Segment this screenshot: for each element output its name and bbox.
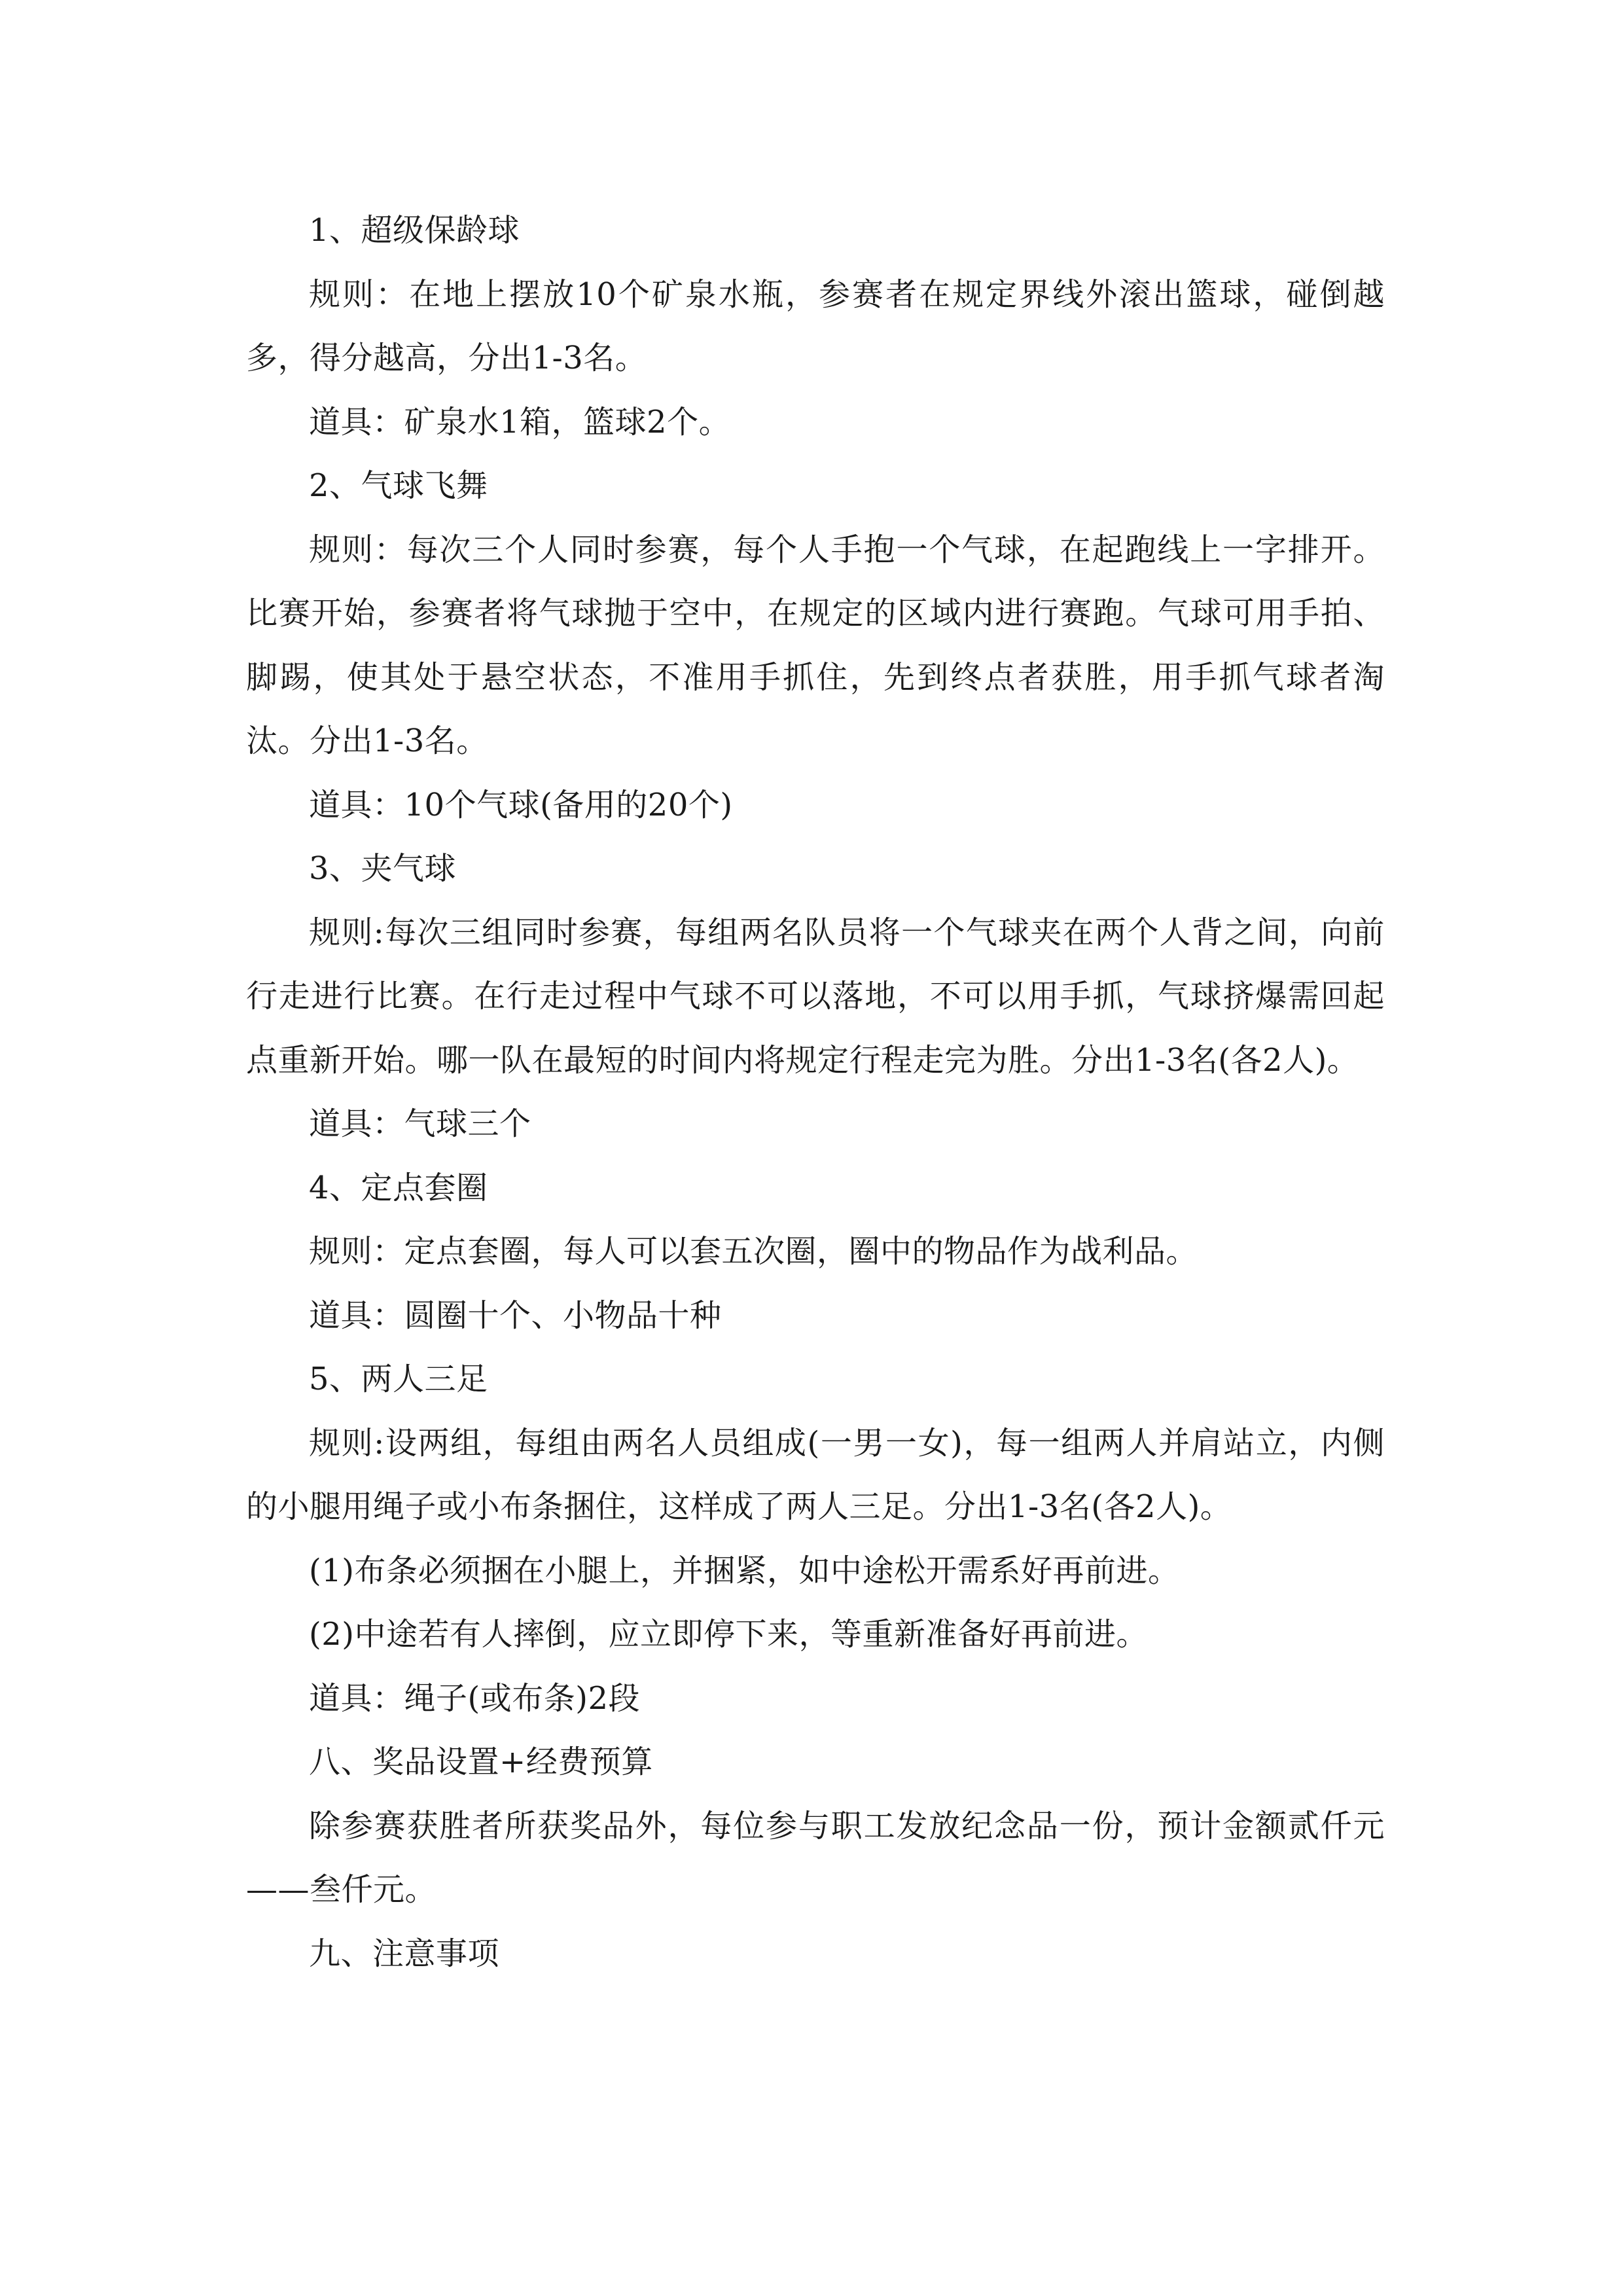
props-ring-toss: 道具：圆圈十个、小物品十种 (309, 1297, 722, 1334)
rule-balloon-squeeze: 规则:每次三组同时参赛，每组两名队员将一个气球夹在两个人背之间，向前行走进行比赛。在行走过程中气球不可以落地，不可以用手抓，气球挤爆需回起点重新开始。哪一队在最短的时间内将规定行程走完为胜。分出1-3名(各2人)。 (246, 914, 1385, 1079)
rule-super-bowling: 规则：在地上摆放10个矿泉水瓶，参赛者在规定界线外滚出篮球，碰倒越多，得分越高，分出1-3名。 (246, 276, 1385, 376)
section-heading-prizes-budget: 八、奖品设置+经费预算 (309, 1744, 653, 1780)
heading-three-legged: 5、两人三足 (309, 1361, 488, 1397)
props-balloon-dance: 道具：10个气球(备用的20个) (309, 786, 733, 823)
props-super-bowling: 道具：矿泉水1箱，篮球2个。 (309, 403, 731, 440)
rule-three-legged-note-1: (1)布条必须捆在小腿上，并捆紧，如中途松开需系好再前进。 (309, 1552, 1180, 1589)
rule-balloon-dance: 规则：每次三个人同时参赛，每个人手抱一个气球，在起跑线上一字排开。比赛开始，参赛者将气球抛于空中，在规定的区域内进行赛跑。气球可用手拍、脚踢，使其处于悬空状态，不准用手抓住，先到终点者获胜，用手抓气球者淘汰。分出1-3名。 (246, 531, 1385, 759)
heading-balloon-dance: 2、气球飞舞 (309, 467, 488, 504)
heading-balloon-squeeze: 3、夹气球 (309, 850, 457, 887)
rule-three-legged-note-2: (2)中途若有人摔倒，应立即停下来，等重新准备好再前进。 (309, 1616, 1148, 1653)
prizes-budget-text: 除参赛获胜者所获奖品外，每位参与职工发放纪念品一份，预计金额贰仟元——叁仟元。 (246, 1807, 1385, 1908)
heading-super-bowling: 1、超级保龄球 (309, 212, 520, 249)
document-body (246, 199, 1385, 1986)
rule-three-legged: 规则:设两组，每组由两名人员组成(一男一女)，每一组两人并肩站立，内侧的小腿用绳子或小布条捆住，这样成了两人三足。分出1-3名(各2人)。 (246, 1424, 1385, 1525)
props-three-legged: 道具：绳子(或布条)2段 (309, 1679, 640, 1717)
props-balloon-squeeze: 道具：气球三个 (309, 1105, 531, 1142)
section-heading-notes: 九、注意事项 (309, 1935, 500, 1972)
heading-ring-toss: 4、定点套圈 (309, 1169, 488, 1206)
rule-ring-toss: 规则：定点套圈，每人可以套五次圈，圈中的物品作为战利品。 (309, 1233, 1198, 1270)
